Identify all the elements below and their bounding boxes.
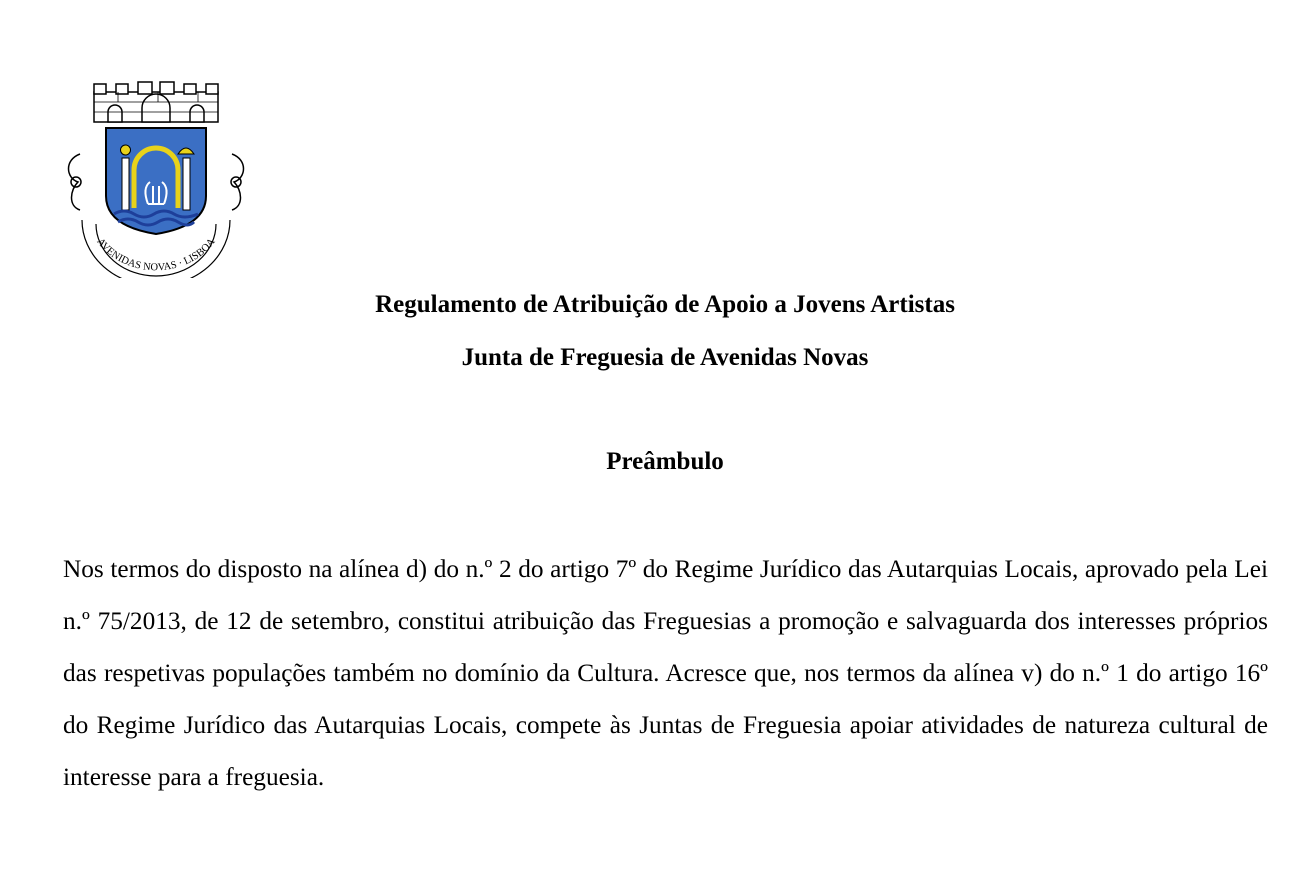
- section-heading-preamble: Preâmbulo: [606, 448, 724, 475]
- preamble-paragraph: Nos termos do disposto na alínea d) do n.º 2 do artigo 7º do Regime Jurídico das Autarquias Locais, aprovado pela Lei n.º 75/2013, de 12 de setembro, constitui atribuição das Freguesias a promoção e salvaguarda dos interesses próprios das respetivas populações também no domínio da Cultura. Acresce que, nos termos da alínea v) do n.º 1 do artigo 16º do Regime Jurídico das Autarquias Locais, compete às Juntas de Freguesia apoiar atividades de natureza cultural de interesse para a freguesia.: [63, 555, 1268, 791]
- parish-coat-of-arms: [58, 78, 254, 278]
- document-subtitle: Junta de Freguesia de Avenidas Novas: [461, 344, 869, 371]
- crest-motto: AVENIDAS NOVAS · LISBOA: [94, 236, 218, 274]
- coat-of-arms-emblem: [58, 78, 254, 278]
- document-title: Regulamento de Atribuição de Apoio a Jovens Artistas: [375, 291, 955, 318]
